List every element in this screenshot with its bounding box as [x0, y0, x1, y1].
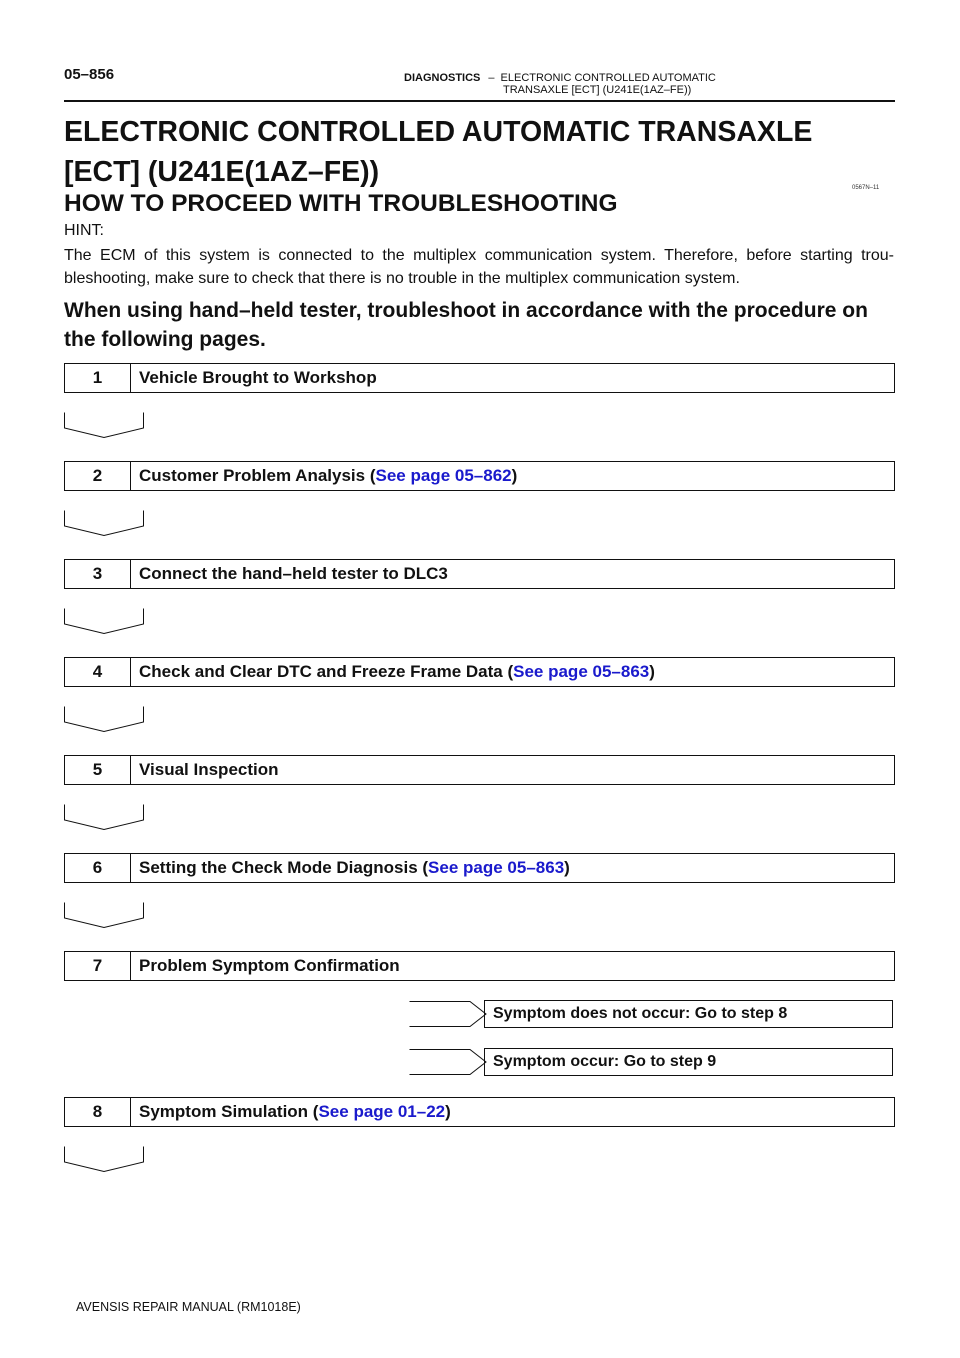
step-text: Check and Clear DTC and Freeze Frame Data ( [139, 662, 514, 681]
step-text: Symptom Simulation ( [139, 1102, 319, 1121]
next-step-arrow-icon [64, 706, 144, 732]
page-title-line1: ELECTRONIC CONTROLLED AUTOMATIC TRANSAXLE [64, 116, 813, 148]
next-step-arrow-icon [64, 412, 144, 438]
step-label [131, 564, 448, 584]
step-8-box [64, 1097, 895, 1127]
next-step-arrow-icon [64, 902, 144, 928]
step-number: 8 [65, 1098, 131, 1126]
hint-text-line2: bleshooting, make sure to check that there is no trouble in the multiplex communication system. [64, 270, 740, 287]
step-label [131, 760, 279, 780]
step-7-box [64, 951, 895, 981]
step-text: Customer Problem Analysis ( [139, 466, 376, 485]
next-step-arrow-icon [64, 1146, 144, 1172]
header-subsection-line1: ELECTRONIC CONTROLLED AUTOMATIC [500, 72, 716, 84]
step-text: Setting the Check Mode Diagnosis ( [139, 858, 429, 877]
step-6-box [64, 853, 895, 883]
page-reference-link[interactable]: See page 01–22 [318, 1102, 446, 1121]
step-number: 4 [65, 658, 131, 686]
step-text: Vehicle Brought to Workshop [139, 368, 377, 387]
result-arrow-icon [409, 998, 487, 1030]
step-label [131, 466, 517, 486]
step-text-suffix: ) [649, 662, 655, 681]
page-reference-link[interactable]: See page 05–862 [375, 466, 512, 485]
step-number: 3 [65, 560, 131, 588]
result-box-no-symptom: Symptom does not occur: Go to step 8 [484, 1000, 893, 1028]
step-text: Problem Symptom Confirmation [139, 956, 400, 975]
lead-paragraph: When using hand–held tester, troubleshoot in accordance with the procedure on the following pages. [64, 299, 868, 351]
hint-text-line1: The ECM of this system is connected to the multiplex communication system. Therefore, before starting trou- [64, 247, 894, 264]
step-label [131, 956, 400, 976]
header-section: DIAGNOSTICS [404, 72, 481, 84]
page-footer: AVENSIS REPAIR MANUAL (RM1018E) [76, 1300, 301, 1314]
header-separator: – [488, 72, 495, 84]
step-label [131, 662, 655, 682]
hint-label: HINT: [64, 222, 104, 239]
next-step-arrow-icon [64, 608, 144, 634]
step-4-box [64, 657, 895, 687]
header-rule [64, 100, 895, 102]
step-number: 6 [65, 854, 131, 882]
step-5-box [64, 755, 895, 785]
step-label [131, 858, 570, 878]
running-header [404, 72, 716, 96]
next-step-arrow-icon [64, 510, 144, 536]
result-arrow-icon [409, 1046, 487, 1078]
step-text: Connect the hand–held tester to DLC3 [139, 564, 448, 583]
step-label [131, 1102, 451, 1122]
step-text-suffix: ) [511, 466, 518, 485]
step-3-box [64, 559, 895, 589]
step-2-box [64, 461, 895, 491]
step-text-suffix: ) [445, 1102, 451, 1121]
step-text: Visual Inspection [139, 760, 279, 779]
page-reference-link[interactable]: See page 05–863 [428, 858, 565, 877]
figure-code: 0567N–11 [852, 185, 880, 191]
page-reference-link[interactable]: See page 05–863 [513, 662, 650, 681]
page-number: 05–856 [64, 66, 115, 83]
step-1-box [64, 363, 895, 393]
page-title-line2: [ECT] (U241E(1AZ–FE)) [64, 156, 380, 188]
step-text-suffix: ) [564, 858, 570, 877]
next-step-arrow-icon [64, 804, 144, 830]
section-title: HOW TO PROCEED WITH TROUBLESHOOTING [64, 190, 618, 217]
step-number: 7 [65, 952, 131, 980]
step-number: 5 [65, 756, 131, 784]
result-box-symptom-occur: Symptom occur: Go to step 9 [484, 1048, 893, 1076]
header-subsection-line2: TRANSAXLE [ECT] (U241E(1AZ–FE)) [503, 84, 692, 96]
step-label [131, 368, 377, 388]
step-number: 1 [65, 364, 131, 392]
step-number: 2 [65, 462, 131, 490]
page-title [64, 112, 812, 192]
